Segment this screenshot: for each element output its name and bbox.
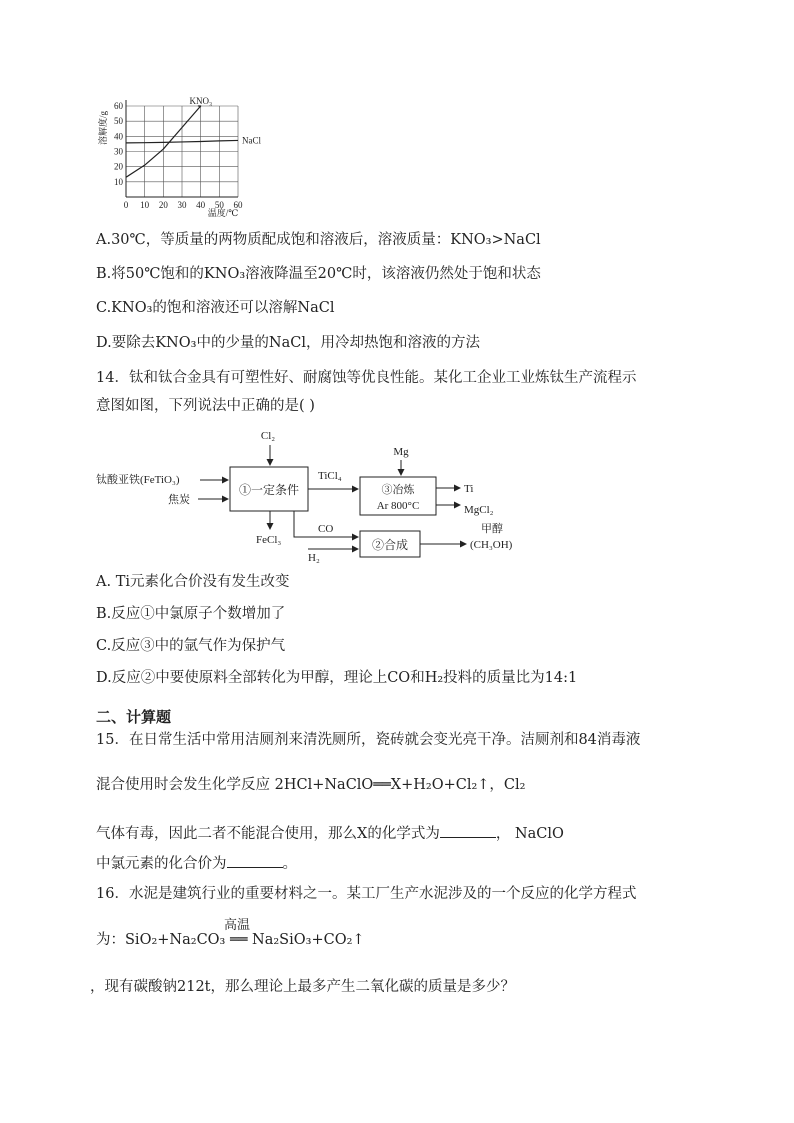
q14-stem-line1: 14．钛和钛合金具有可塑性好、耐腐蚀等优良性能。某化工企业工业炼钛生产流程示 — [96, 370, 637, 386]
chart-ticks — [114, 101, 243, 210]
box-reaction-3-line1: ③冶炼 — [381, 484, 415, 496]
x-tick-label: 10 — [140, 200, 150, 210]
box-reaction-3-line2: Ar 800°C — [376, 500, 420, 512]
x-tick-label: 30 — [177, 200, 187, 210]
q15-line2: 混合使用时会发生化学反应 2HCl+NaClO══X+H₂O+Cl₂↑，Cl₂ — [96, 777, 526, 793]
x-tick-label: 20 — [158, 200, 168, 210]
nacl-series-label: NaCl — [242, 135, 261, 146]
fecl3-label: FeCl₃ — [256, 534, 282, 546]
solubility-chart — [92, 90, 282, 220]
y-axis-label: 溶解度/g — [98, 110, 108, 146]
answer-blank-valence[interactable] — [227, 853, 283, 868]
y-tick-label: 40 — [114, 131, 123, 142]
q14-option-a: A. Ti元素化合价没有发生改变 — [96, 574, 290, 590]
answer-blank-x[interactable] — [440, 823, 496, 838]
section-title: 二、计算题 — [96, 708, 172, 726]
mg-label: Mg — [393, 446, 409, 458]
ticl4-label: TiCl₄ — [318, 470, 342, 482]
y-tick-label: 50 — [114, 116, 123, 127]
q13-option-d: D.要除去KNO₃中的少量的NaCl，用冷却热饱和溶液的方法 — [96, 335, 481, 351]
box-reaction-2-label: ②合成 — [371, 538, 409, 552]
q15-line1: 15．在日常生活中常用洁厕剂来清洗厕所，瓷砖就会变光亮干净。洁厕剂和84消毒液 — [96, 732, 641, 748]
q13-option-c: C.KNO₃的饱和溶液还可以溶解NaCl — [96, 300, 335, 316]
h2-label: H₂ — [308, 552, 320, 564]
x-tick-label: 40 — [196, 200, 206, 210]
x-tick-label: 0 — [123, 200, 129, 210]
mgcl2-label: MgCl₂ — [464, 504, 494, 516]
x-tick-label: 50 — [214, 200, 224, 210]
y-tick-label: 30 — [114, 146, 123, 157]
q14-stem-line2: 意图如图，下列说法中正确的是( ) — [96, 398, 315, 414]
feedstock1-label: 钛酸亚铁(FeTiO₃) — [96, 474, 180, 486]
y-tick-label: 10 — [114, 176, 123, 187]
q15-line3-text: 气体有毒，因此二者不能混合使用，那么X的化学式为 — [96, 826, 440, 842]
q16-line3: ，现有碳酸钠212t，那么理论上最多产生二氧化碳的质量是多少？ — [90, 979, 516, 995]
y-tick-label: 20 — [114, 161, 123, 172]
reaction-condition: 高温 — [224, 918, 251, 933]
methanol-formula: (CH₃OH) — [470, 539, 513, 551]
q13-option-b: B.将50℃饱和的KNO₃溶液降温至20℃时，该溶液仍然处于饱和状态 — [96, 266, 541, 282]
q15-line4 — [96, 853, 297, 874]
q14-option-c: C.反应③中的氩气作为保护气 — [96, 638, 286, 654]
y-tick-label: 60 — [114, 101, 123, 111]
q15-line3 — [96, 823, 564, 844]
q15-line4-tail: 。 — [282, 856, 297, 872]
methanol-name: 甲醇 — [481, 523, 503, 535]
q14-option-d: D.反应②中要使原料全部转化为甲醇，理论上CO和H₂投料的质量比为14:1 — [96, 670, 578, 686]
chart-grid — [126, 106, 238, 197]
feedstock2-label: 焦炭 — [168, 494, 190, 506]
q16-line1: 16．水泥是建筑行业的重要材料之一。某工厂生产水泥涉及的一个反应的化学方程式 — [96, 886, 637, 902]
x-axis-label: 温度/℃ — [207, 208, 239, 218]
titanium-flow-diagram — [96, 425, 536, 565]
co-label: CO — [318, 523, 334, 535]
q14-option-b: B.反应①中氯原子个数增加了 — [96, 606, 286, 622]
cl2-label: Cl₂ — [260, 430, 276, 442]
q13-option-a: A.30℃，等质量的两物质配成饱和溶液后，溶液质量：KNO₃>NaCl — [96, 232, 541, 248]
q15-line4-text: 中氯元素的化合价为 — [96, 856, 227, 872]
box-reaction-1-label: ①一定条件 — [238, 483, 300, 497]
chart-series — [126, 96, 261, 177]
ti-label: Ti — [464, 483, 474, 495]
x-tick-label: 60 — [233, 200, 243, 210]
q15-line3-tail: ， NaClO — [495, 826, 564, 842]
q16-line2: 为：SiO₂+Na₂CO₃ ══ Na₂SiO₃+CO₂↑ — [96, 932, 365, 948]
kno3-series-label: KNO₃ — [189, 96, 213, 106]
